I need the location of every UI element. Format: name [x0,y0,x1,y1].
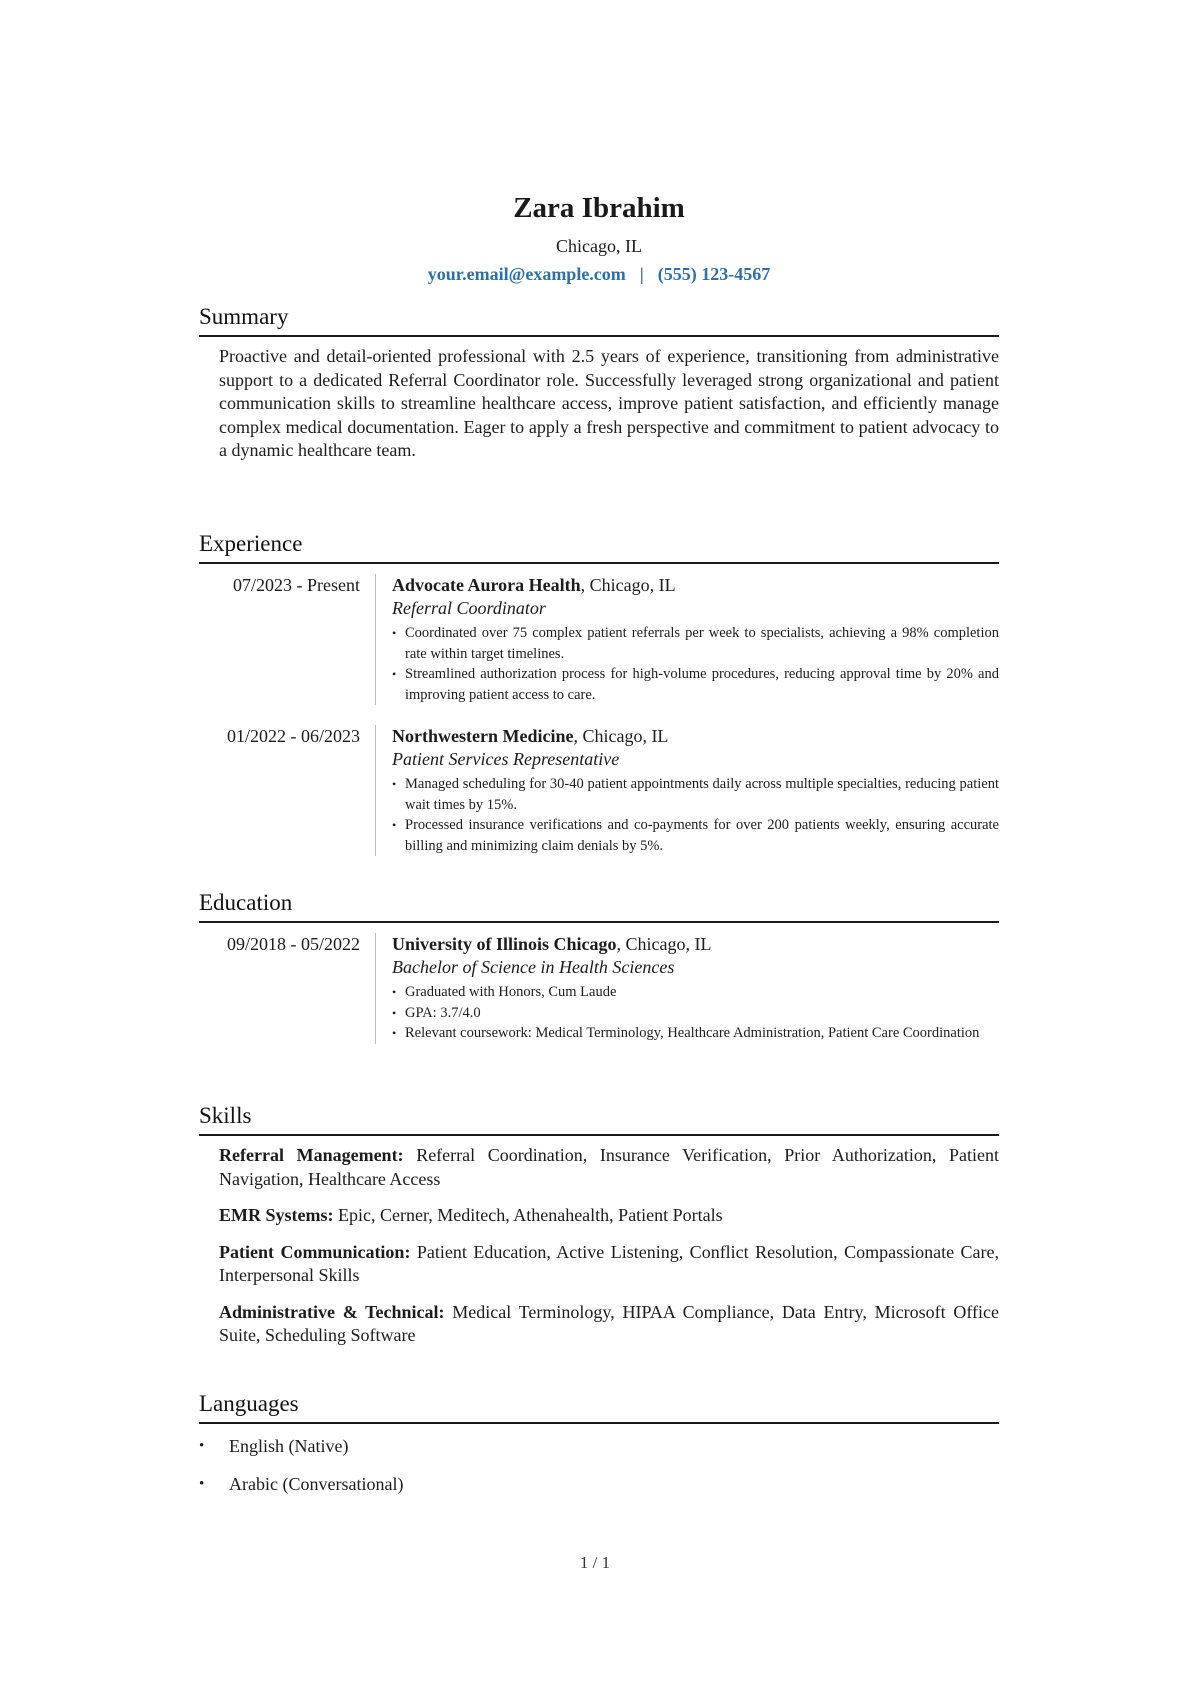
entry-heading [392,933,999,956]
school-location: , Chicago, IL [616,934,712,954]
resume-header [199,190,999,286]
skill-group [219,1144,999,1191]
skill-group [219,1301,999,1348]
entry-body [375,574,999,705]
entry-dates: 09/2018 - 05/2022 [227,934,360,954]
experience-section [199,530,999,856]
experience-entry [199,725,999,856]
achievement-item: • Managed scheduling for 30-40 patient appointments daily across multiple specialties, reducing patient wait times by 15%. [392,774,999,815]
education-entry [199,933,999,1044]
achievement-list [392,774,999,856]
contact-line [199,262,999,286]
degree-title: Bachelor of Science in Health Sciences [392,957,675,977]
education-detail-item: • Relevant coursework: Medical Terminology, Healthcare Administration, Patient Care Coordination [392,1023,999,1044]
education-detail-item: • GPA: 3.7/4.0 [392,1003,999,1024]
language-item: • English (Native) [199,1434,999,1458]
entry-dates: 07/2023 - Present [233,575,360,595]
skill-group-label: Referral Management: [219,1145,404,1165]
contact-separator: | [639,264,644,284]
section-title-skills: Skills [199,1102,999,1136]
education-detail-item: • Graduated with Honors, Cum Laude [392,982,999,1003]
section-title-education: Education [199,889,999,923]
employer-location: , Chicago, IL [580,575,676,595]
education-section [199,889,999,1044]
candidate-name: Zara Ibrahim [513,192,685,224]
job-title: Referral Coordinator [392,598,546,618]
section-title-languages: Languages [199,1390,999,1424]
summary-section [199,303,999,463]
achievement-item: • Coordinated over 75 complex patient referrals per week to specialists, achieving a 98% completion rate within target timelines. [392,623,999,664]
section-title-experience: Experience [199,530,999,564]
phone-link[interactable]: (555) 123-4567 [657,264,771,284]
language-item: • Arabic (Conversational) [199,1472,999,1496]
achievement-item: • Streamlined authorization process for high-volume procedures, reducing approval time by 20% and improving patient access to care. [392,664,999,705]
summary-text: Proactive and detail-oriented professional with 2.5 years of experience, transitioning from administrative support to a dedicated Referral Coordinator role. Successfully leveraged strong organizational and patient communication skills to streamline healthcare access, improve patient satisfaction, and efficiently manage complex medical documentation. Eager to apply a fresh perspective and commitment to patient advocacy to a dynamic healthcare team. [219,346,999,460]
skill-group-values: Patient Education, Active Listening, Conflict Resolution, Compassionate Care, Interpersonal Skills [219,1241,1000,1285]
skill-group-label: EMR Systems: [219,1205,334,1225]
skill-group-values: Epic, Cerner, Meditech, Athenahealth, Patient Portals [333,1205,723,1225]
section-title-summary: Summary [199,303,999,337]
skill-group-label: Administrative & Technical: [219,1301,445,1322]
entry-body [375,933,999,1044]
skill-group [219,1204,999,1228]
page-number: 1 / 1 [579,1553,611,1572]
language-list [199,1434,999,1496]
employer-name: Advocate Aurora Health [392,575,581,595]
education-detail-list [392,982,999,1044]
email-link[interactable]: your.email@example.com [427,264,626,284]
skill-group-values: Referral Coordination, Insurance Verification, Prior Authorization, Patient Navigation, Healthcare Access [219,1145,999,1189]
entry-dates: 01/2022 - 06/2023 [227,726,360,746]
achievement-list [392,623,999,705]
job-title: Patient Services Representative [392,749,620,769]
employer-name: Northwestern Medicine [392,726,574,746]
school-name: University of Illinois Chicago [392,934,617,954]
languages-section [199,1390,999,1510]
skill-group-label: Patient Communication: [219,1241,411,1262]
experience-entry [199,574,999,705]
entry-body [375,725,999,856]
employer-location: , Chicago, IL [573,726,669,746]
achievement-item: • Processed insurance verifications and co-payments for over 200 patients weekly, ensuring accurate billing and minimizing claim denials by 5%. [392,815,999,856]
entry-heading [392,574,999,597]
skill-group-values: Medical Terminology, HIPAA Compliance, Data Entry, Microsoft Office Suite, Scheduling Software [219,1301,1000,1345]
skills-section [199,1102,999,1348]
entry-heading [392,725,999,748]
candidate-location: Chicago, IL [556,236,642,256]
skill-group [219,1241,999,1288]
